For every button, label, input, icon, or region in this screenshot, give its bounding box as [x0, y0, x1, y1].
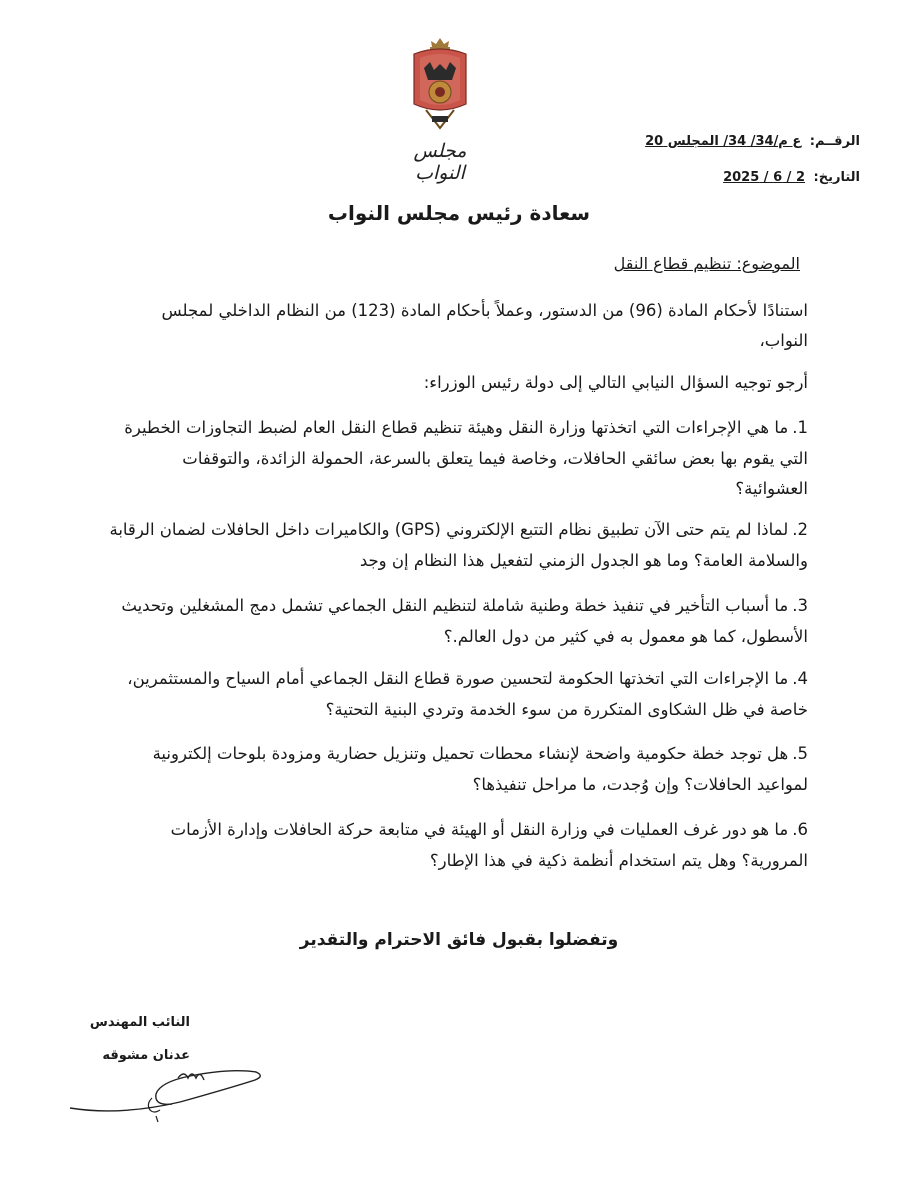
question-item — [108, 413, 808, 505]
question-item — [108, 664, 808, 725]
question-number: 6. — [792, 820, 808, 839]
reference-value: ع م/34/ 34/ المجلس 20 — [645, 134, 802, 149]
question-number: 2. — [792, 520, 808, 539]
question-text: ما الإجراءات التي اتخذتها الحكومة لتحسين صورة قطاع النقل الجماعي أمام السياح والمستثمرين، خاصة في ظل الشكاوى المتكررة من سوء الخدمة وتردي البنية التحتية؟ — [127, 669, 808, 719]
question-item — [108, 815, 808, 876]
addressee-heading: سعادة رئيس مجلس النواب — [327, 201, 591, 225]
request-line: أرجو توجيه السؤال النيابي التالي إلى دولة رئيس الوزراء: — [423, 373, 808, 392]
question-text: لماذا لم يتم حتى الآن تطبيق نظام التتبع الإلكتروني (GPS) والكاميرات داخل الحافلات لضمان الرقابة والسلامة العامة؟ وما هو الجدول الزمني لتفعيل هذا النظام إن وجد — [109, 520, 808, 570]
question-number: 4. — [792, 669, 808, 688]
signature-block — [90, 1015, 190, 1063]
reference-label: الرقــم: — [809, 134, 860, 149]
question-number: 1. — [792, 418, 808, 437]
closing-line: وتفضلوا بقبول فائق الاحترام والتقدير — [299, 930, 619, 950]
date-label: التاريخ: — [813, 170, 860, 185]
signer-name: عدنان مشوقه — [102, 1048, 190, 1063]
date-line — [645, 167, 860, 189]
question-text: ما أسباب التأخير في تنفيذ خطة وطنية شاملة لتنظيم النقل الجماعي تشمل دمج المشغلين وتحديث الأسطول، كما هو معمول به في كثير من دول العالم.؟ — [121, 596, 808, 646]
signer-title: النائب المهندس — [89, 1015, 190, 1030]
reference-block — [645, 131, 860, 203]
intro-paragraph: استنادًا لأحكام المادة (96) من الدستور، وعملاً بأحكام المادة (123) من النظام الداخلي لمجلس النواب، — [161, 301, 808, 350]
question-item — [108, 739, 808, 800]
reference-number-line — [645, 131, 860, 153]
question-number: 3. — [792, 596, 808, 615]
question-item — [108, 515, 808, 576]
question-number: 5. — [792, 744, 808, 763]
date-value: 2 / 6 / 2025 — [723, 170, 805, 185]
council-logo-text: مجلس النواب — [413, 140, 467, 184]
question-text: ما هو دور غرف العمليات في وزارة النقل أو الهيئة في متابعة حركة الحافلات وإدارة الأزمات المرورية؟ وهل يتم استخدام أنظمة ذكية في هذا الإطار؟ — [170, 820, 808, 870]
royal-emblem-icon — [400, 34, 480, 134]
question-text: هل توجد خطة حكومية واضحة لإنشاء محطات تحميل وتنزيل حضارية ومزودة بلوحات إلكترونية لمواعيد الحافلات؟ وإن وُجدت، ما مراحل تنفيذها؟ — [152, 744, 808, 794]
subject-line: الموضوع: تنظيم قطاع النقل — [613, 254, 800, 273]
question-text: ما هي الإجراءات التي اتخذتها وزارة النقل وهيئة تنظيم قطاع النقل العام لضبط التجاوزات الخطيرة التي يقوم بها بعض سائقي الحافلات، وخاصة فيما يتعلق بالسرعة، الحمولة الزائدة، والتوقفات العشوائية؟ — [124, 418, 808, 498]
handwritten-signature — [60, 1058, 270, 1128]
question-item — [108, 591, 808, 652]
